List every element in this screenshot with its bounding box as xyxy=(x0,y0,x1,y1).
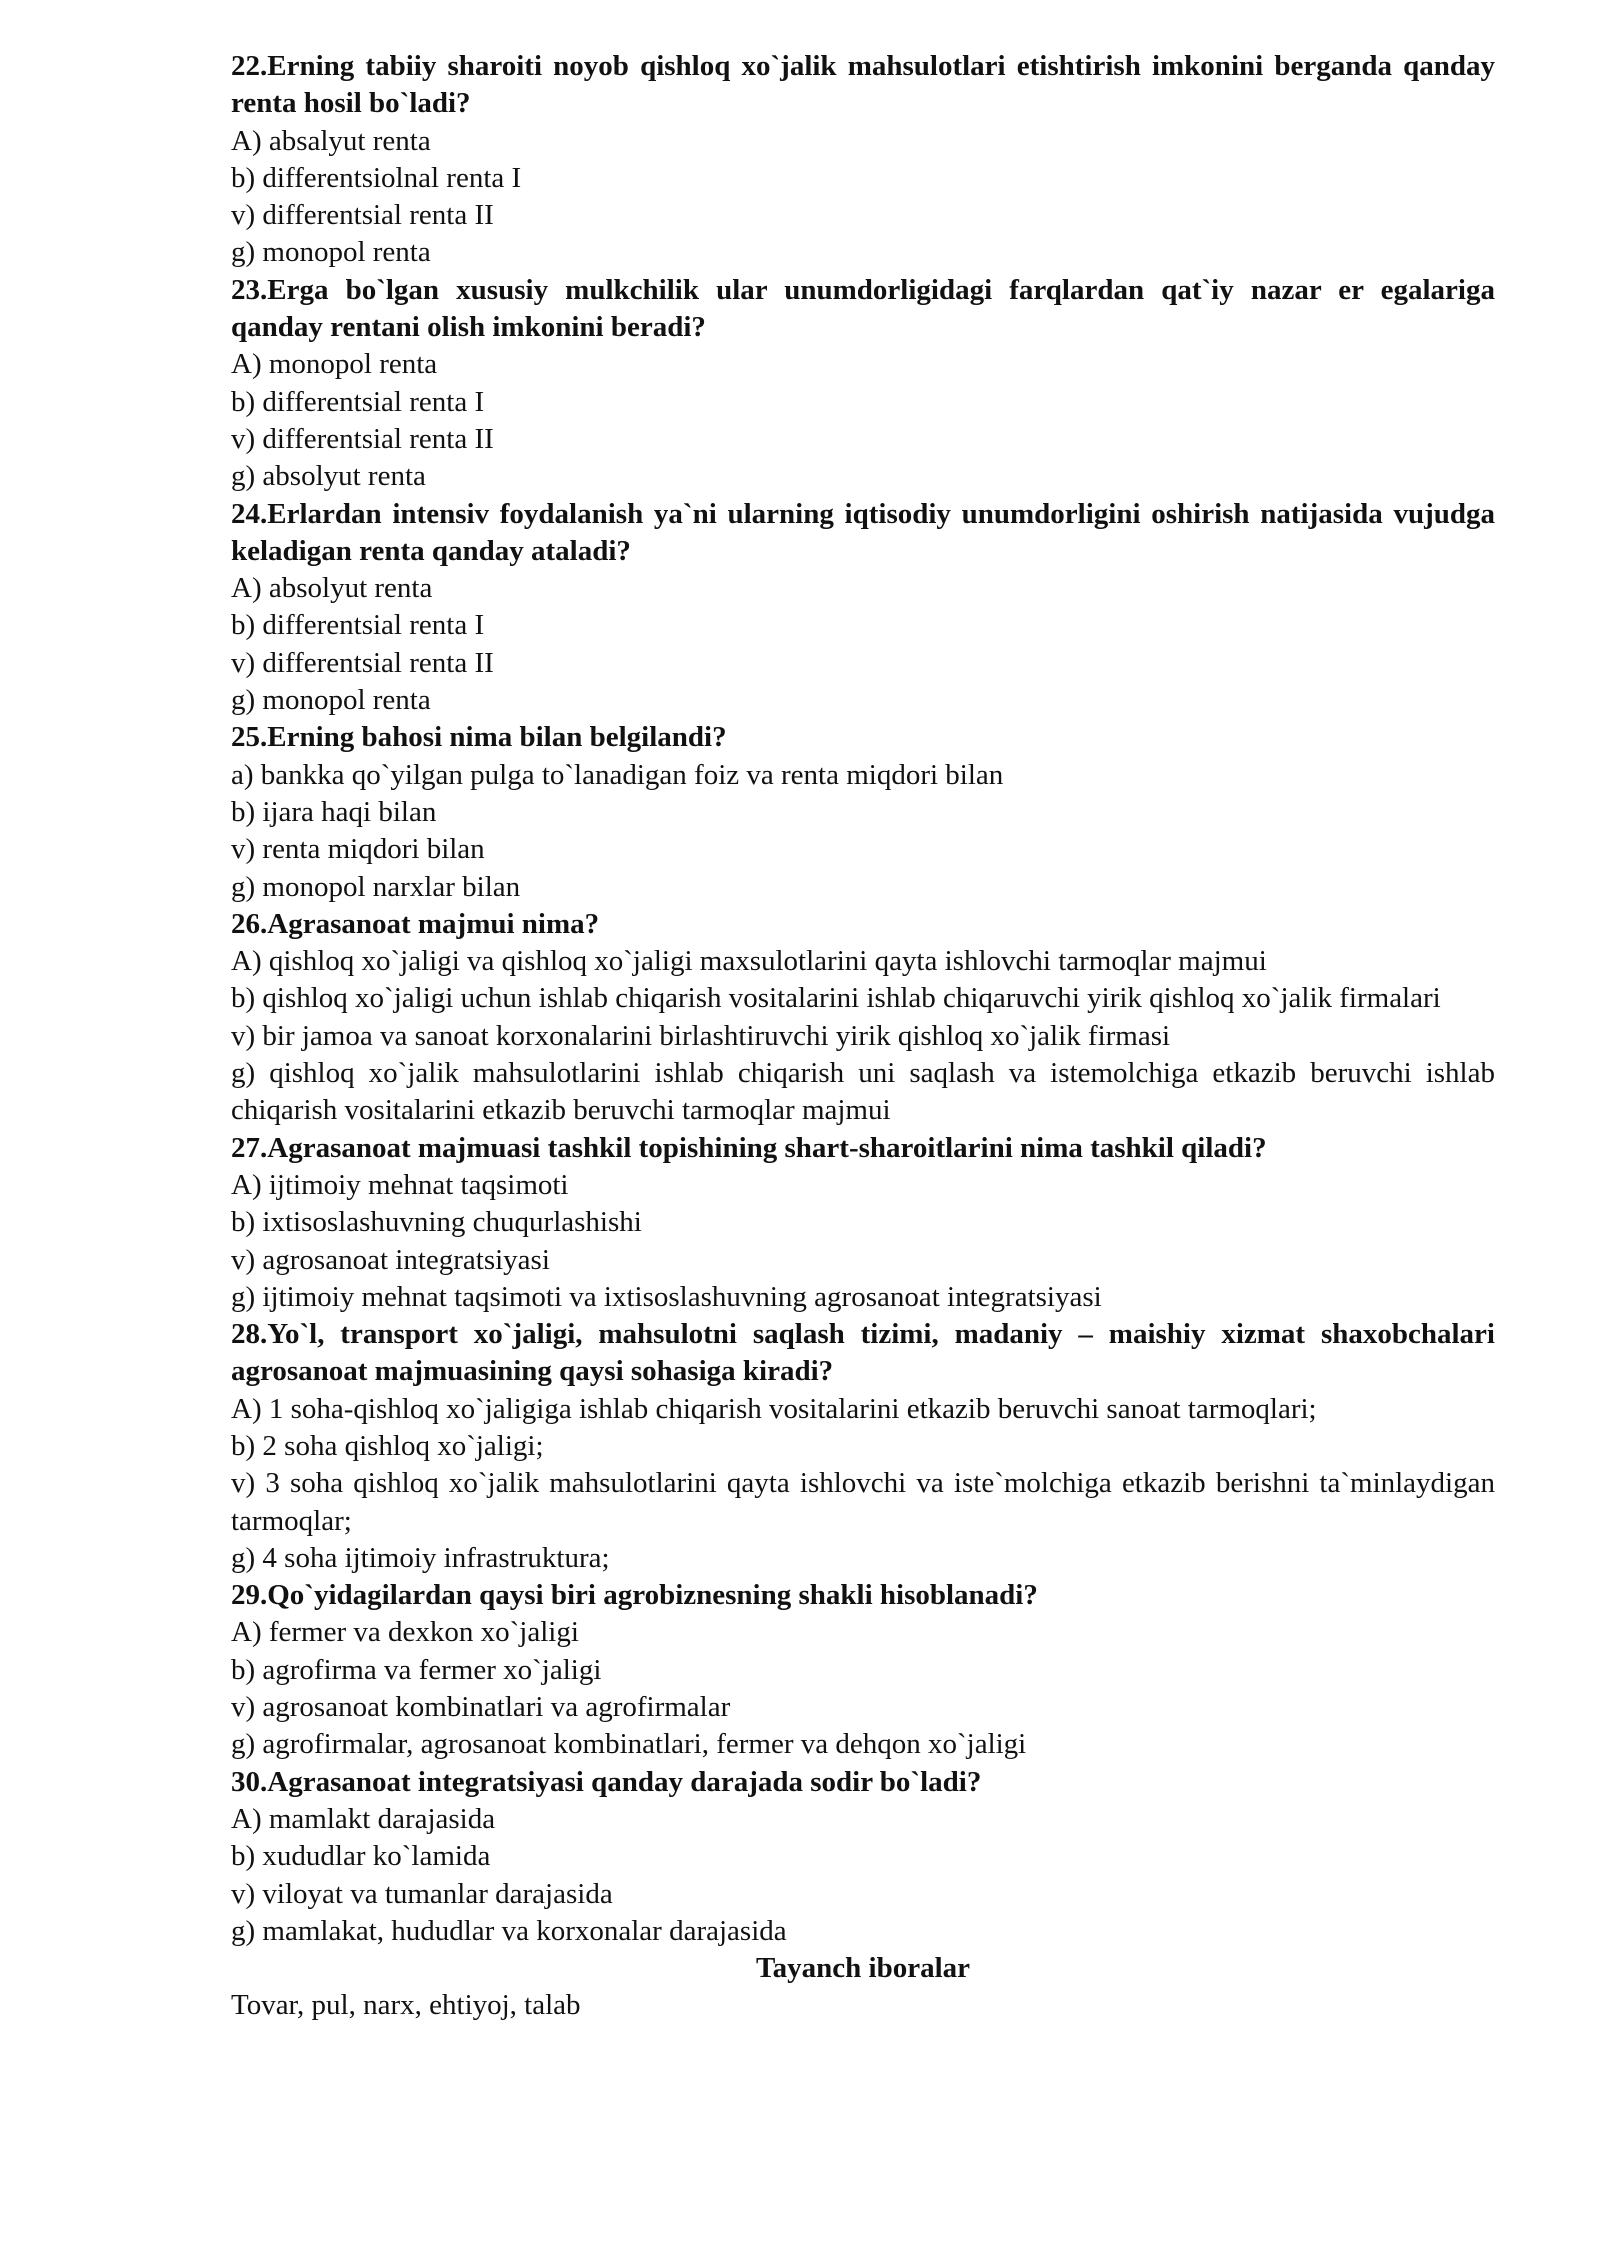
answer-option: b) differentsial renta I xyxy=(231,385,485,418)
question-block xyxy=(231,719,1495,905)
answer-option: g) mamlakat, hududlar va korxonalar darajasida xyxy=(231,1914,787,1947)
answer-option: A) fermer va dexkon xo`jaligi xyxy=(231,1616,579,1649)
answer-option: A) mamlakt darajasida xyxy=(231,1802,496,1835)
question-text: 27.Agrasanoat majmuasi tashkil topishining shart-sharoitlarini nima tashkil qiladi? xyxy=(231,1131,1267,1164)
answer-option: A) monopol renta xyxy=(231,348,438,381)
answer-option: v) agrosanoat integratsiyasi xyxy=(231,1243,550,1276)
answer-option: a) bankka qo`yilgan pulga to`lanadigan foiz va renta miqdori bilan xyxy=(231,758,1004,791)
answer-option: v) bir jamoa va sanoat korxonalarini birlashtiruvchi yirik qishloq xo`jalik firmasi xyxy=(231,1019,1171,1052)
answer-option: A) qishloq xo`jaligi va qishloq xo`jaligi maxsulotlarini qayta ishlovchi tarmoqlar majmui xyxy=(231,945,1267,978)
question-text: 28.Yo`l, transport xo`jaligi, mahsulotni saqlash tizimi, madaniy – maishiy xizmat shaxobchalari agrosanoat majmuasining qaysi sohasiga kiradi? xyxy=(231,1318,1495,1388)
answer-option: g) monopol renta xyxy=(231,684,431,717)
answer-option: b) agrofirma va fermer xo`jaligi xyxy=(231,1653,602,1686)
question-block xyxy=(231,1577,1495,1763)
question-block xyxy=(231,496,1495,720)
question-text: 29.Qo`yidagilardan qaysi biri agrobiznesning shakli hisoblanadi? xyxy=(231,1579,1038,1612)
answer-option: g) 4 soha ijtimoiy infrastruktura; xyxy=(231,1541,610,1574)
question-block xyxy=(231,1316,1495,1577)
question-text: 25.Erning bahosi nima bilan belgilandi? xyxy=(231,721,727,754)
question-block xyxy=(231,1764,1495,1950)
question-block xyxy=(231,272,1495,496)
question-text: 30.Agrasanoat integratsiyasi qanday darajada sodir bo`ladi? xyxy=(231,1765,982,1798)
question-text: 22.Erning tabiiy sharoiti noyob qishloq xo`jalik mahsulotlari etishtirish imkonini berganda qanday renta hosil bo`ladi? xyxy=(231,50,1495,120)
answer-option: A) absolyut renta xyxy=(231,572,433,605)
answer-option: b) qishloq xo`jaligi uchun ishlab chiqarish vositalarini ishlab chiqaruvchi yirik qishloq xo`jalik firmalari xyxy=(231,982,1441,1015)
question-text: 26.Agrasanoat majmui nima? xyxy=(231,907,600,940)
keywords-text: Tovar, pul, narx, ehtiyoj, talab xyxy=(231,1989,581,2022)
answer-option: g) agrofirmalar, agrosanoat kombinatlari, fermer va dehqon xo`jaligi xyxy=(231,1728,1027,1761)
question-text: 24.Erlardan intensiv foydalanish ya`ni ularning iqtisodiy unumdorligini oshirish natijasida vujudga keladigan renta qanday ataladi? xyxy=(231,497,1495,567)
answer-option: b) ixtisoslashuvning chuqurlashishi xyxy=(231,1206,642,1239)
answer-option: g) ijtimoiy mehnat taqsimoti va ixtisoslashuvning agrosanoat integratsiyasi xyxy=(231,1280,1102,1313)
answer-option: A) 1 soha-qishloq xo`jaligiga ishlab chiqarish vositalarini etkazib beruvchi sanoat tarmoqlari; xyxy=(231,1392,1317,1425)
answer-option: v) agrosanoat kombinatlari va agrofirmalar xyxy=(231,1691,731,1724)
question-text: 23.Erga bo`lgan xususiy mulkchilik ular unumdorligidagi farqlardan qat`iy nazar er egalariga qanday rentani olish imkonini beradi? xyxy=(231,273,1495,344)
answer-option: g) monopol narxlar bilan xyxy=(231,870,521,903)
answer-option: v) differentsial renta II xyxy=(231,199,494,232)
section-heading: Tayanch iboralar xyxy=(755,1952,971,1985)
answer-option: v) differentsial renta II xyxy=(231,422,494,455)
answer-option: b) differentsiolnal renta I xyxy=(231,161,522,194)
question-block xyxy=(231,48,1495,272)
answer-option: v) 3 soha qishloq xo`jalik mahsulotlarini qayta ishlovchi va iste`molchiga etkazib berishni ta`minlaydigan tarmoqlar; xyxy=(231,1467,1495,1537)
question-block xyxy=(231,906,1495,1130)
document-page xyxy=(231,48,1495,2025)
answer-option: A) absalyut renta xyxy=(231,124,431,157)
answer-option: g) qishloq xo`jalik mahsulotlarini ishlab chiqarish uni saqlash va istemolchiga etkazib beruvchi ishlab chiqarish vositalarini etkazib beruvchi tarmoqlar majmui xyxy=(231,1057,1495,1127)
answer-option: g) monopol renta xyxy=(231,236,431,269)
answer-option: v) viloyat va tumanlar darajasida xyxy=(231,1877,613,1910)
answer-option: b) differentsial renta I xyxy=(231,609,485,642)
answer-option: b) ijara haqi bilan xyxy=(231,795,437,828)
answer-option: A) ijtimoiy mehnat taqsimoti xyxy=(231,1168,569,1201)
answer-option: b) 2 soha qishloq xo`jaligi; xyxy=(231,1429,544,1462)
answer-option: b) xududlar ko`lamida xyxy=(231,1840,491,1873)
question-block xyxy=(231,1130,1495,1316)
answer-option: v) renta miqdori bilan xyxy=(231,833,485,866)
answer-option: g) absolyut renta xyxy=(231,460,426,493)
answer-option: v) differentsial renta II xyxy=(231,646,494,679)
